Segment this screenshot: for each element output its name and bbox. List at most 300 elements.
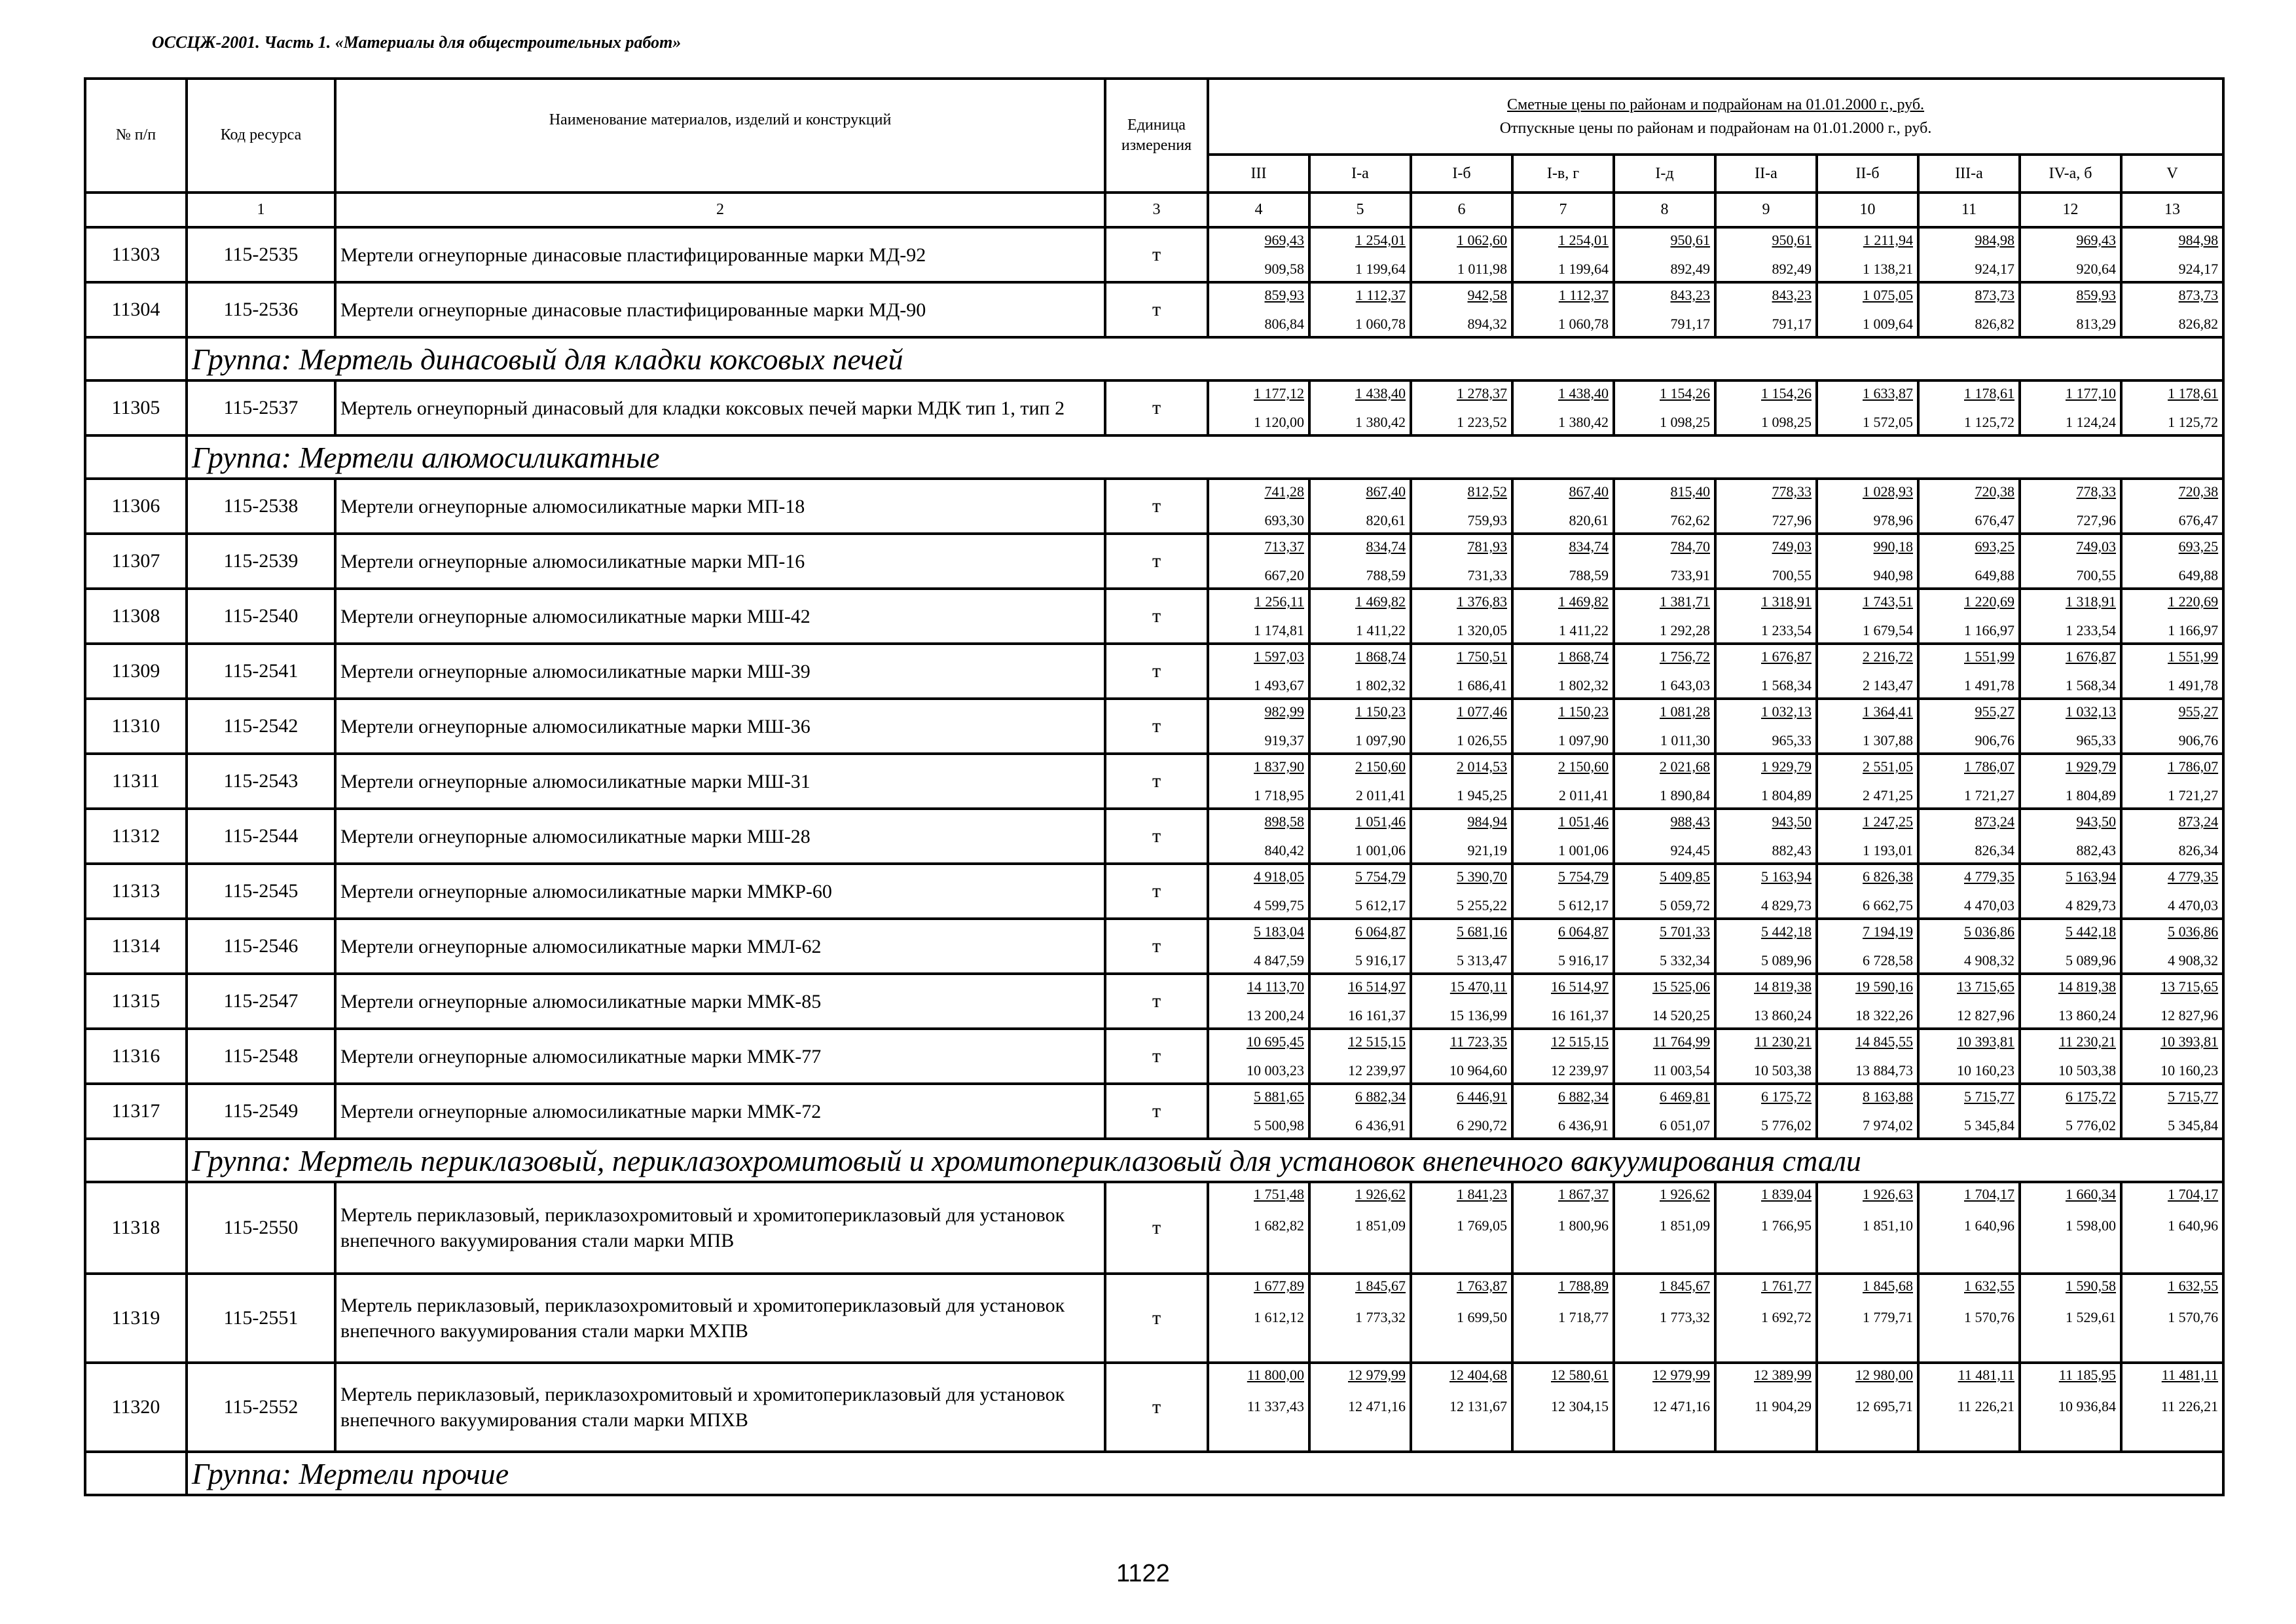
release-price: 1 125,72	[2168, 414, 2219, 430]
estimate-price: 11 481,11	[1958, 1367, 2014, 1383]
estimate-price: 988,43	[1670, 813, 1710, 830]
row-num: 11305	[85, 380, 187, 435]
estimate-price: 10 393,81	[1957, 1033, 2014, 1050]
price-cell	[1817, 699, 1918, 754]
header-region: I-б	[1411, 155, 1512, 193]
price-cell	[1614, 809, 1715, 864]
price-cell	[1208, 1182, 1309, 1274]
release-price: 2 471,25	[1863, 787, 1913, 803]
estimate-price: 14 845,55	[1855, 1033, 1913, 1050]
release-price: 840,42	[1264, 842, 1304, 858]
group-row	[85, 337, 2223, 380]
release-price: 882,43	[1772, 842, 1812, 858]
resource-code: 115-2537	[187, 380, 335, 435]
price-cell	[2121, 1363, 2223, 1452]
estimate-price: 12 389,99	[1754, 1367, 1812, 1383]
estimate-price: 7 194,19	[1863, 923, 1913, 940]
estimate-price: 11 723,35	[1449, 1033, 1507, 1050]
price-cell	[1411, 919, 1512, 974]
price-cell	[1614, 919, 1715, 974]
release-price: 1 851,10	[1863, 1217, 1913, 1234]
price-cell	[1512, 282, 1614, 337]
price-cell	[1817, 644, 1918, 699]
release-price: 1 568,34	[2066, 677, 2116, 693]
price-cell	[1411, 1363, 1512, 1452]
estimate-price: 1 676,87	[2066, 648, 2116, 665]
price-cell	[1208, 974, 1309, 1029]
release-price: 1 097,90	[1355, 732, 1406, 748]
unit-of-measure: т	[1105, 534, 1208, 589]
material-name: Мертели огнеупорные алюмосиликатные марки ММКР-60	[335, 864, 1105, 919]
estimate-price: 812,52	[1467, 483, 1507, 500]
row-num: 11306	[85, 479, 187, 534]
header-region: IV-а, б	[2020, 155, 2121, 193]
group-row-num	[85, 1452, 187, 1495]
estimate-price: 942,58	[1467, 287, 1507, 303]
price-cell	[2020, 479, 2121, 534]
column-number: 13	[2121, 193, 2223, 227]
release-price: 12 695,71	[1855, 1398, 1913, 1414]
material-name: Мертели огнеупорные динасовые пластифицированные марки МД-92	[335, 227, 1105, 282]
price-cell	[2020, 534, 2121, 589]
release-price: 15 136,99	[1449, 1007, 1507, 1024]
release-price: 14 520,25	[1652, 1007, 1710, 1024]
estimate-price: 1 318,91	[1761, 593, 1812, 610]
release-price: 813,29	[2076, 316, 2116, 332]
price-cell	[1411, 974, 1512, 1029]
release-price: 806,84	[1264, 316, 1304, 332]
release-price: 13 200,24	[1247, 1007, 1304, 1024]
table-row	[85, 380, 2223, 435]
price-cell	[1817, 589, 1918, 644]
resource-code: 115-2542	[187, 699, 335, 754]
material-name: Мертели огнеупорные алюмосиликатные марки МП-16	[335, 534, 1105, 589]
price-cell	[1512, 644, 1614, 699]
estimate-price: 943,50	[1772, 813, 1812, 830]
release-price: 1 320,05	[1457, 622, 1507, 638]
release-price: 1 721,27	[1964, 787, 2014, 803]
release-price: 6 290,72	[1457, 1117, 1507, 1134]
estimate-price: 5 036,86	[1964, 923, 2014, 940]
release-price: 1 011,98	[1457, 261, 1507, 277]
release-price: 5 612,17	[1355, 897, 1406, 913]
price-cell	[1614, 380, 1715, 435]
estimate-price: 1 786,07	[1964, 758, 2014, 775]
price-cell	[1614, 534, 1715, 589]
price-cell	[2121, 1084, 2223, 1139]
estimate-price: 15 470,11	[1449, 978, 1507, 995]
price-cell	[1817, 380, 1918, 435]
unit-of-measure: т	[1105, 1363, 1208, 1452]
release-price: 1 612,12	[1254, 1309, 1304, 1325]
price-cell	[1918, 1274, 2020, 1363]
estimate-price: 14 113,70	[1247, 978, 1304, 995]
price-cell	[1715, 589, 1817, 644]
estimate-price: 12 580,61	[1551, 1367, 1609, 1383]
estimate-price: 1 154,26	[1660, 385, 1710, 401]
release-price: 791,17	[1772, 316, 1812, 332]
price-cell	[1309, 1363, 1411, 1452]
price-cell	[1817, 1182, 1918, 1274]
estimate-price: 834,74	[1366, 538, 1406, 555]
price-cell	[1208, 864, 1309, 919]
price-cell	[1715, 1274, 1817, 1363]
group-row-num	[85, 435, 187, 479]
estimate-price: 982,99	[1264, 703, 1304, 720]
estimate-price: 720,38	[2178, 483, 2219, 500]
price-cell	[1208, 227, 1309, 282]
release-price: 1 851,09	[1355, 1217, 1406, 1234]
estimate-price: 834,74	[1569, 538, 1609, 555]
estimate-price: 1 704,17	[1964, 1186, 2014, 1202]
release-price: 1 097,90	[1558, 732, 1609, 748]
price-cell	[1411, 1029, 1512, 1084]
estimate-price: 781,93	[1467, 538, 1507, 555]
price-cell	[2121, 754, 2223, 809]
price-cell	[1817, 754, 1918, 809]
price-cell	[1208, 380, 1309, 435]
estimate-price: 6 064,87	[1355, 923, 1406, 940]
release-price: 1 802,32	[1558, 677, 1609, 693]
unit-of-measure: т	[1105, 1274, 1208, 1363]
price-cell	[2121, 282, 2223, 337]
estimate-price: 1 032,13	[2066, 703, 2116, 720]
estimate-price: 6 469,81	[1660, 1088, 1710, 1105]
resource-code: 115-2545	[187, 864, 335, 919]
price-cell	[1411, 227, 1512, 282]
release-price: 11 003,54	[1652, 1062, 1710, 1079]
price-cell	[1512, 1182, 1614, 1274]
release-price: 1 804,89	[1761, 787, 1812, 803]
price-cell	[1817, 864, 1918, 919]
release-price: 1 199,64	[1355, 261, 1406, 277]
release-price: 5 776,02	[1761, 1117, 1812, 1134]
release-price: 12 239,97	[1551, 1062, 1609, 1079]
release-price: 5 500,98	[1254, 1117, 1304, 1134]
price-cell	[1411, 864, 1512, 919]
estimate-price: 1 150,23	[1558, 703, 1609, 720]
release-price: 1 679,54	[1863, 622, 1913, 638]
release-price: 7 974,02	[1863, 1117, 1913, 1134]
price-cell	[1817, 809, 1918, 864]
release-price: 6 728,58	[1863, 952, 1913, 969]
estimate-price: 13 715,65	[2160, 978, 2219, 995]
release-price: 10 160,23	[2160, 1062, 2219, 1079]
estimate-price: 898,58	[1264, 813, 1304, 830]
estimate-price: 1 590,58	[2066, 1278, 2116, 1294]
price-cell	[2121, 479, 2223, 534]
release-price: 12 239,97	[1348, 1062, 1406, 1079]
estimate-price: 1 868,74	[1558, 648, 1609, 665]
price-cell	[1614, 589, 1715, 644]
release-price: 788,59	[1366, 567, 1406, 583]
unit-of-measure: т	[1105, 919, 1208, 974]
release-price: 1 572,05	[1863, 414, 1913, 430]
header-code: Код ресурса	[187, 79, 335, 193]
price-cell	[2121, 534, 2223, 589]
release-price: 11 337,43	[1247, 1398, 1304, 1414]
estimate-price: 969,43	[2076, 232, 2116, 248]
header-region: I-а	[1309, 155, 1411, 193]
release-price: 5 612,17	[1558, 897, 1609, 913]
unit-of-measure: т	[1105, 589, 1208, 644]
price-cell	[1411, 1274, 1512, 1363]
column-number: 4	[1208, 193, 1309, 227]
estimate-price: 1 051,46	[1355, 813, 1406, 830]
release-price: 4 908,32	[2168, 952, 2219, 969]
price-cell	[1208, 1084, 1309, 1139]
release-price: 820,61	[1366, 512, 1406, 528]
estimate-price: 867,40	[1569, 483, 1609, 500]
release-price: 700,55	[2076, 567, 2116, 583]
estimate-price: 5 442,18	[1761, 923, 1812, 940]
column-number: 2	[335, 193, 1105, 227]
price-cell	[1309, 754, 1411, 809]
estimate-price: 5 409,85	[1660, 868, 1710, 885]
release-price: 759,93	[1467, 512, 1507, 528]
price-cell	[2121, 809, 2223, 864]
price-cell	[1208, 479, 1309, 534]
price-cell	[1715, 919, 1817, 974]
estimate-price: 1 211,94	[1863, 232, 1913, 248]
header-region: II-б	[1817, 155, 1918, 193]
release-price: 10 503,38	[1754, 1062, 1812, 1079]
estimate-price: 1 177,12	[1254, 385, 1304, 401]
price-cell	[1512, 589, 1614, 644]
estimate-price: 990,18	[1873, 538, 1913, 555]
estimate-price: 4 779,35	[2168, 868, 2219, 885]
release-price: 1 890,84	[1660, 787, 1710, 803]
release-price: 1 682,82	[1254, 1217, 1304, 1234]
row-num: 11307	[85, 534, 187, 589]
price-cell	[2020, 919, 2121, 974]
header-prices-estimate: Сметные цены по районам и подрайонам на 01.01.2000 г., руб.	[1507, 96, 1925, 113]
table-row	[85, 754, 2223, 809]
estimate-price: 1 177,10	[2066, 385, 2116, 401]
price-cell	[1918, 380, 2020, 435]
estimate-price: 6 064,87	[1558, 923, 1609, 940]
estimate-price: 1 318,91	[2066, 593, 2116, 610]
release-price: 1 098,25	[1761, 414, 1812, 430]
price-cell	[1918, 282, 2020, 337]
release-price: 1 699,50	[1457, 1309, 1507, 1325]
price-cell	[1309, 809, 1411, 864]
estimate-price: 5 163,94	[1761, 868, 1812, 885]
price-cell	[1918, 589, 2020, 644]
price-cell	[2121, 589, 2223, 644]
release-price: 2 011,41	[1558, 787, 1609, 803]
release-price: 1 643,03	[1660, 677, 1710, 693]
release-price: 1 060,78	[1355, 316, 1406, 332]
price-cell	[1614, 1363, 1715, 1452]
price-cell	[1411, 380, 1512, 435]
estimate-price: 14 819,38	[2058, 978, 2116, 995]
release-price: 1 766,95	[1761, 1217, 1812, 1234]
release-price: 924,17	[2178, 261, 2219, 277]
estimate-price: 5 442,18	[2066, 923, 2116, 940]
estimate-price: 5 036,86	[2168, 923, 2219, 940]
estimate-price: 984,98	[2178, 232, 2219, 248]
column-number: 11	[1918, 193, 2020, 227]
release-price: 10 160,23	[1957, 1062, 2014, 1079]
estimate-price: 5 754,79	[1558, 868, 1609, 885]
material-name: Мертель огнеупорный динасовый для кладки коксовых печей марки МДК тип 1, тип 2	[335, 380, 1105, 435]
release-price: 1 491,78	[1964, 677, 2014, 693]
estimate-price: 4 779,35	[1964, 868, 2014, 885]
estimate-price: 778,33	[2076, 483, 2116, 500]
price-cell	[2020, 1274, 2121, 1363]
price-cell	[1817, 227, 1918, 282]
price-cell	[1715, 227, 1817, 282]
release-price: 1 292,28	[1660, 622, 1710, 638]
header-prices	[1208, 79, 2223, 155]
estimate-price: 11 800,00	[1247, 1367, 1304, 1383]
estimate-price: 5 715,77	[2168, 1088, 2219, 1105]
release-price: 826,82	[1975, 316, 2014, 332]
resource-code: 115-2538	[187, 479, 335, 534]
price-cell	[1411, 282, 1512, 337]
release-price: 1 779,71	[1863, 1309, 1913, 1325]
estimate-price: 6 882,34	[1355, 1088, 1406, 1105]
material-name: Мертель периклазовый, периклазохромитовый и хромитопериклазовый для установок внепечного вакуумирования стали марки МПВ	[335, 1182, 1105, 1274]
price-cell	[1309, 380, 1411, 435]
estimate-price: 873,73	[2178, 287, 2219, 303]
estimate-price: 6 826,38	[1863, 868, 1913, 885]
release-price: 1 692,72	[1761, 1309, 1812, 1325]
price-cell	[1715, 754, 1817, 809]
estimate-price: 843,23	[1772, 287, 1812, 303]
group-row	[85, 435, 2223, 479]
price-cell	[1817, 1363, 1918, 1452]
resource-code: 115-2547	[187, 974, 335, 1029]
release-price: 1 493,67	[1254, 677, 1304, 693]
release-price: 1 529,61	[2066, 1309, 2116, 1325]
estimate-price: 1 632,55	[2168, 1278, 2219, 1294]
material-name: Мертели огнеупорные алюмосиликатные марки ММК-72	[335, 1084, 1105, 1139]
estimate-price: 1 839,04	[1761, 1186, 1812, 1202]
price-cell	[2121, 699, 2223, 754]
release-price: 10 503,38	[2058, 1062, 2116, 1079]
estimate-price: 859,93	[2076, 287, 2116, 303]
estimate-price: 749,03	[1772, 538, 1812, 555]
price-cell	[1817, 974, 1918, 1029]
price-cell	[1512, 754, 1614, 809]
price-cell	[1411, 644, 1512, 699]
estimate-price: 1 845,68	[1863, 1278, 1913, 1294]
material-name: Мертели огнеупорные динасовые пластифицированные марки МД-90	[335, 282, 1105, 337]
price-cell	[1309, 864, 1411, 919]
table-row	[85, 479, 2223, 534]
estimate-price: 16 514,97	[1348, 978, 1406, 995]
release-price: 894,32	[1467, 316, 1507, 332]
release-price: 965,33	[1772, 732, 1812, 748]
row-num: 11312	[85, 809, 187, 864]
release-price: 1 598,00	[2066, 1217, 2116, 1234]
release-price: 1 570,76	[1964, 1309, 2014, 1325]
release-price: 5 313,47	[1457, 952, 1507, 969]
release-price: 1 011,30	[1660, 732, 1710, 748]
price-cell	[1512, 809, 1614, 864]
price-cell	[2020, 282, 2121, 337]
price-cell	[1817, 1274, 1918, 1363]
price-cell	[1715, 864, 1817, 919]
estimate-price: 1 112,37	[1355, 287, 1406, 303]
price-cell	[1411, 1084, 1512, 1139]
resource-code: 115-2536	[187, 282, 335, 337]
unit-of-measure: т	[1105, 644, 1208, 699]
estimate-price: 11 481,11	[2161, 1367, 2219, 1383]
price-cell	[1411, 589, 1512, 644]
release-price: 1 804,89	[2066, 787, 2116, 803]
price-cell	[2020, 699, 2121, 754]
header-region: I-д	[1614, 155, 1715, 193]
estimate-price: 1 597,03	[1254, 648, 1304, 665]
estimate-price: 5 715,77	[1964, 1088, 2014, 1105]
estimate-price: 1 150,23	[1355, 703, 1406, 720]
price-cell	[1208, 644, 1309, 699]
estimate-price: 4 918,05	[1254, 868, 1304, 885]
estimate-price: 1 867,37	[1558, 1186, 1609, 1202]
release-price: 1 001,06	[1558, 842, 1609, 858]
estimate-price: 713,37	[1264, 538, 1304, 555]
release-price: 892,49	[1772, 261, 1812, 277]
price-cell	[2020, 227, 2121, 282]
release-price: 1 570,76	[2168, 1309, 2219, 1325]
estimate-price: 1 075,05	[1863, 287, 1913, 303]
material-name: Мертели огнеупорные алюмосиликатные марки МШ-42	[335, 589, 1105, 644]
estimate-price: 1 743,51	[1863, 593, 1913, 610]
estimate-price: 720,38	[1975, 483, 2014, 500]
price-cell	[1817, 479, 1918, 534]
release-price: 1 686,41	[1457, 677, 1507, 693]
group-title: Группа: Мертели алюмосиликатные	[187, 435, 2223, 479]
estimate-price: 843,23	[1670, 287, 1710, 303]
release-price: 1 411,22	[1355, 622, 1406, 638]
unit-of-measure: т	[1105, 1182, 1208, 1274]
header-name: Наименование материалов, изделий и конструкций	[335, 79, 1105, 193]
price-cell	[1715, 1363, 1817, 1452]
price-cell	[1614, 754, 1715, 809]
header-prices-release: Отпускные цены по районам и подрайонам на 01.01.2000 г., руб.	[1499, 120, 1932, 137]
release-price: 924,45	[1670, 842, 1710, 858]
estimate-price: 1 438,40	[1355, 385, 1406, 401]
estimate-price: 6 175,72	[1761, 1088, 1812, 1105]
header-region: II-а	[1715, 155, 1817, 193]
price-cell	[1918, 1084, 2020, 1139]
price-cell	[1817, 1084, 1918, 1139]
price-cell	[2121, 919, 2223, 974]
header-num: № п/п	[85, 79, 187, 193]
table-row	[85, 282, 2223, 337]
document-title: ОССЦЖ-2001. Часть 1. «Материалы для общестроительных работ»	[152, 33, 682, 52]
release-price: 4 829,73	[1761, 897, 1812, 913]
price-cell	[1614, 479, 1715, 534]
estimate-price: 1 926,63	[1863, 1186, 1913, 1202]
price-cell	[2121, 1274, 2223, 1363]
release-price: 4 829,73	[2066, 897, 2116, 913]
estimate-price: 1 247,25	[1863, 813, 1913, 830]
release-price: 1 640,96	[2168, 1217, 2219, 1234]
release-price: 826,82	[2178, 316, 2219, 332]
release-price: 909,58	[1264, 261, 1304, 277]
release-price: 1 233,54	[2066, 622, 2116, 638]
release-price: 826,34	[2178, 842, 2219, 858]
estimate-price: 1 633,87	[1863, 385, 1913, 401]
estimate-price: 5 390,70	[1457, 868, 1507, 885]
column-number: 8	[1614, 193, 1715, 227]
price-cell	[1918, 644, 2020, 699]
release-price: 5 916,17	[1558, 952, 1609, 969]
